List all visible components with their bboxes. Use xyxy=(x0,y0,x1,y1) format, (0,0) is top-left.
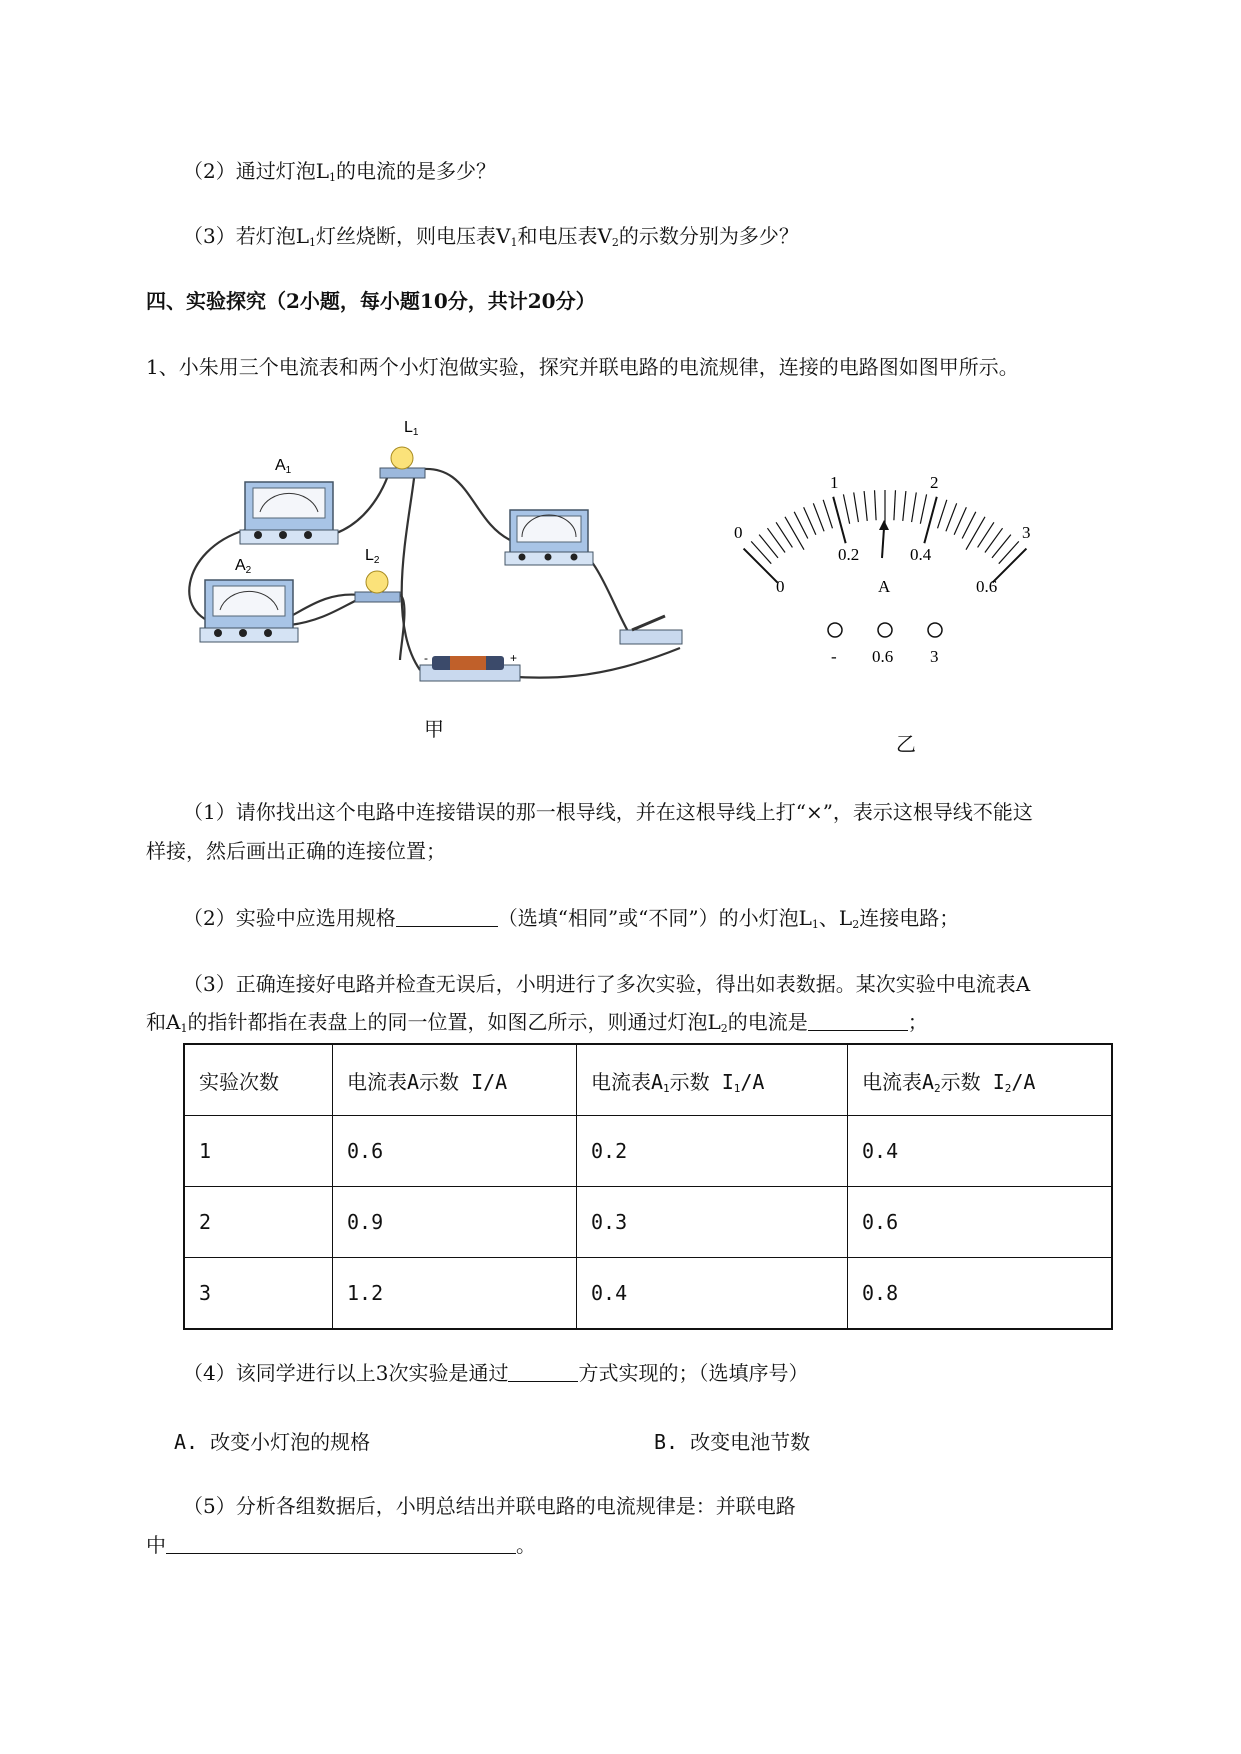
table-header-cell: 电流表$A_1$示数 $I_1/A$ xyxy=(577,1044,848,1116)
dial-tick xyxy=(794,512,808,539)
table-cell: 0.4 xyxy=(577,1258,848,1330)
ammeter-a1 xyxy=(240,482,338,544)
q3-d: 的示数分别为多少？ xyxy=(618,224,799,248)
sub-question-5: （5）分析各组数据后，小明总结出并联电路的电流规律是：并联电路 xyxy=(183,1494,796,1518)
switch xyxy=(620,616,682,644)
table-cell: 0.9 xyxy=(333,1187,577,1258)
p5-b: 中 xyxy=(146,1533,166,1557)
dial-tick xyxy=(894,490,896,520)
p2-d: 连接电路； xyxy=(859,906,960,930)
table-row xyxy=(184,1116,1112,1187)
circuit-figure-jia xyxy=(170,420,690,700)
caption-jia: 甲 xyxy=(424,717,444,741)
q3-a: （3）若灯泡L xyxy=(183,224,310,248)
table-cell: 1 xyxy=(184,1116,333,1187)
problem-1-intro: 1、小朱用三个电流表和两个小灯泡做实验，探究并联电路的电流规律，连接的电路图如图甲所示。 xyxy=(146,355,1019,379)
answer-blank-4[interactable] xyxy=(508,1361,578,1382)
top-label-3: 3 xyxy=(1022,523,1031,542)
p5-c: 。 xyxy=(516,1533,536,1557)
q3-c: 和电压表V xyxy=(517,224,612,248)
battery xyxy=(420,651,520,681)
terminal-3 xyxy=(928,623,942,637)
option-b[interactable]: B. 改变电池节数 xyxy=(654,1430,811,1454)
dial-tick xyxy=(954,507,966,534)
terminal-label-neg: - xyxy=(831,647,837,666)
subscript: 1 xyxy=(510,236,518,249)
sub-question-4 xyxy=(183,1359,808,1387)
question-2 xyxy=(183,157,496,192)
subscript: 1 xyxy=(180,1022,188,1035)
sub-question-1-cont: 样接，然后画出正确的连接位置； xyxy=(146,839,446,863)
dial-tick xyxy=(938,500,947,529)
p2-c: 、L xyxy=(818,906,853,930)
dial-tick xyxy=(864,491,867,521)
sub-question-1: （1）请你找出这个电路中连接错误的那一根导线，并在这根导线上打“×”，表示这根导线不能这 xyxy=(183,800,1033,824)
table-header-cell: 电流表A示数 I/A xyxy=(333,1044,577,1116)
subscript: 2 xyxy=(852,918,860,931)
table-cell: 0.8 xyxy=(848,1258,1113,1330)
option-a[interactable]: A. 改变小灯泡的规格 xyxy=(174,1430,371,1454)
p4-b: 方式实现的；（选填序号） xyxy=(578,1361,809,1385)
table-header-cell: 实验次数 xyxy=(184,1044,333,1116)
sub-question-3: （3）正确连接好电路并检查无误后，小明进行了多次实验，得出如表数据。某次实验中电流表A xyxy=(183,972,1031,996)
p3-b: 和A xyxy=(146,1010,181,1034)
bottom-label-0.2: 0.2 xyxy=(838,545,860,564)
terminal-label-3: 3 xyxy=(930,647,939,666)
p2-a: （2）实验中应选用规格 xyxy=(183,906,396,930)
ammeter-a2 xyxy=(200,580,298,642)
table-cell: 0.4 xyxy=(848,1116,1113,1187)
dial-tick xyxy=(912,492,917,522)
dial-tick xyxy=(875,490,877,520)
p3-d: 的电流是 xyxy=(727,1010,808,1034)
dial-tick xyxy=(992,549,1026,583)
p4-a: （4）该同学进行以上3次实验是通过 xyxy=(183,1361,509,1385)
subscript: 1 xyxy=(309,236,317,249)
section-title: 四、实验探究（2小题，每小题10分，共计20分） xyxy=(146,289,596,313)
table-header-row xyxy=(184,1044,1112,1116)
q2-text: （2）通过灯泡L xyxy=(183,159,330,183)
terminal-label-0.6: 0.6 xyxy=(872,647,894,666)
terminal-0.6 xyxy=(878,623,892,637)
dial-tick xyxy=(833,497,845,543)
table-cell: 0.6 xyxy=(333,1116,577,1187)
voltmeter xyxy=(505,510,593,565)
top-label-0: 0 xyxy=(734,523,743,542)
dial-tick xyxy=(744,549,778,583)
subscript: 2 xyxy=(720,1022,728,1035)
table-cell: 3 xyxy=(184,1258,333,1330)
bottom-label-0.6: 0.6 xyxy=(976,577,998,596)
table-cell: 1.2 xyxy=(333,1258,577,1330)
dial-tick xyxy=(946,503,957,531)
bottom-label-0.4: 0.4 xyxy=(910,545,932,564)
answer-blank-5[interactable] xyxy=(166,1533,516,1554)
table-header-cell: 电流表$A_2$示数 $I_2/A$ xyxy=(848,1044,1113,1116)
dial-tick xyxy=(843,494,849,523)
label-a1: A1 xyxy=(275,457,292,476)
subscript: 2 xyxy=(611,236,619,249)
dial-tick xyxy=(966,517,985,550)
bulb-l1 xyxy=(380,447,425,478)
p3-e: ； xyxy=(907,1010,928,1034)
dial-tick xyxy=(903,491,906,521)
label-a2: A2 xyxy=(235,557,252,576)
dial-pointer xyxy=(882,528,884,558)
q2-rest: 的电流的是多少？ xyxy=(336,159,497,183)
table-row xyxy=(184,1258,1112,1330)
svg-text:+: + xyxy=(510,651,518,665)
dial-tick xyxy=(962,512,976,539)
table-cell: 2 xyxy=(184,1187,333,1258)
dial-tick xyxy=(813,503,824,531)
answer-blank-2[interactable] xyxy=(396,906,498,927)
unit-label: A xyxy=(878,577,891,596)
sub-question-3-cont xyxy=(146,1008,928,1043)
sub-question-2 xyxy=(183,904,959,939)
answer-blank-3[interactable] xyxy=(808,1010,908,1031)
table-row xyxy=(184,1187,1112,1258)
table-cell: 0.6 xyxy=(848,1187,1113,1258)
dial-tick xyxy=(854,492,859,522)
table-cell: 0.3 xyxy=(577,1187,848,1258)
subscript: 1 xyxy=(811,918,819,931)
p3-c: 的指针都指在表盘上的同一位置，如图乙所示，则通过灯泡L xyxy=(187,1010,721,1034)
terminal-neg xyxy=(828,623,842,637)
top-label-1: 1 xyxy=(830,473,839,492)
top-label-2: 2 xyxy=(930,473,939,492)
dial-tick xyxy=(823,500,832,529)
label-l1: L1 xyxy=(404,420,419,438)
question-3 xyxy=(183,222,799,257)
caption-yi: 乙 xyxy=(896,732,916,756)
bulb-l2 xyxy=(355,571,400,602)
dial-tick xyxy=(924,497,936,543)
dial-tick xyxy=(920,494,926,523)
dial-ticks xyxy=(744,490,1027,583)
q3-b: 灯丝烧断，则电压表V xyxy=(316,224,511,248)
dial-tick xyxy=(785,517,804,550)
svg-text:-: - xyxy=(424,651,428,665)
sub-question-5-cont xyxy=(146,1531,536,1559)
p2-b: （选填“相同”或“不同”）的小灯泡L xyxy=(497,906,812,930)
data-table xyxy=(183,1043,1113,1330)
meter-dial-yi xyxy=(720,460,1050,680)
subscript: 1 xyxy=(329,171,337,184)
label-l2: L2 xyxy=(365,547,380,566)
dial-tick xyxy=(804,507,816,534)
bottom-label-0: 0 xyxy=(776,577,785,596)
table-cell: 0.2 xyxy=(577,1116,848,1187)
